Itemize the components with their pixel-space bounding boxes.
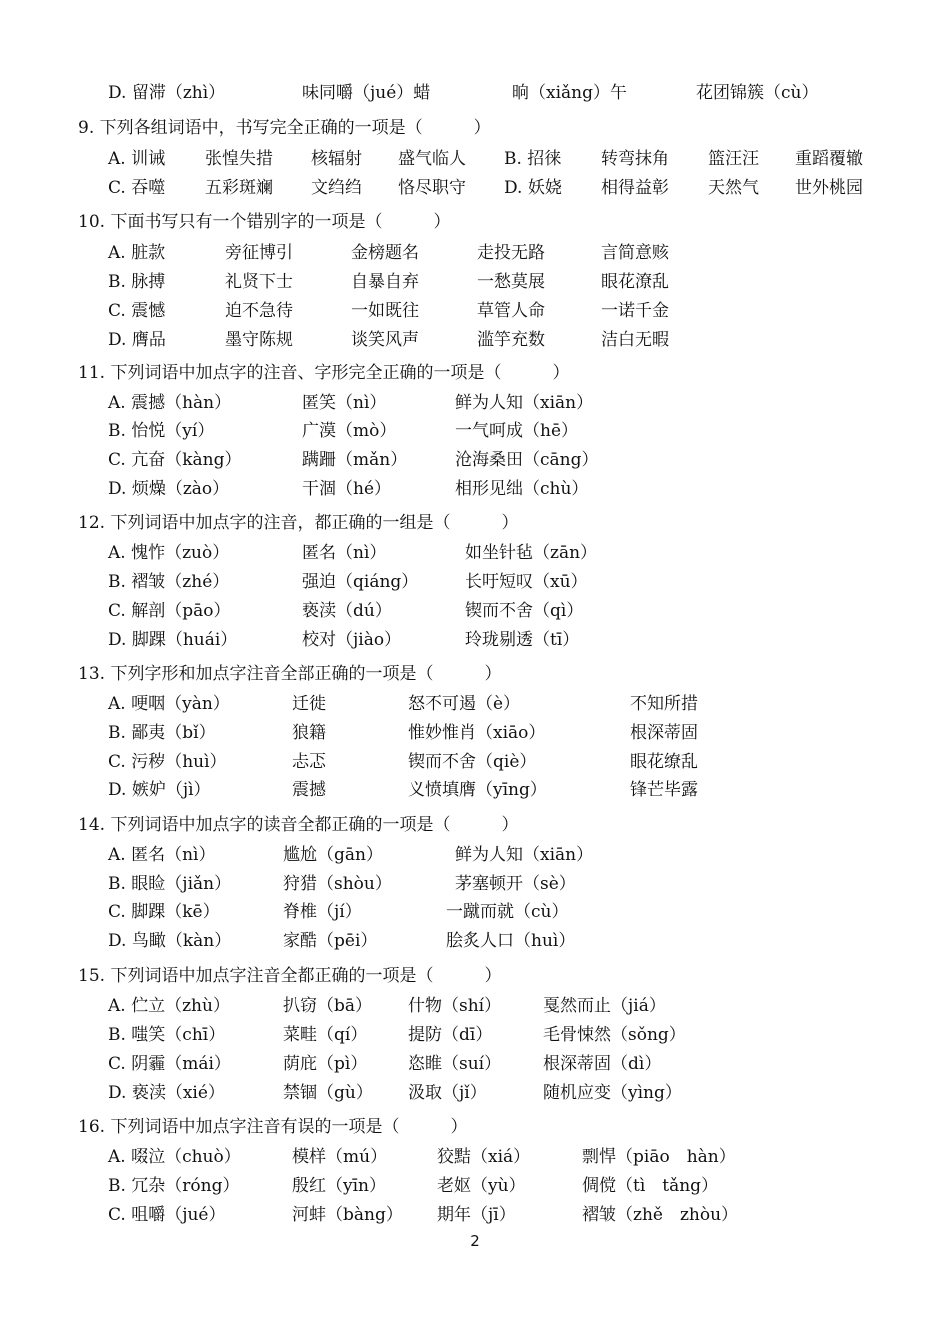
option-item: 菜畦（qí）	[283, 1025, 368, 1045]
option-item: C. 解剖（pāo）	[108, 601, 231, 621]
option-item: 狡黠（xiá）	[437, 1147, 531, 1167]
option-row	[0, 327, 950, 353]
option-item: 家酷（pēi）	[283, 931, 378, 951]
option-item: 花团锦簇（cù）	[696, 83, 819, 103]
option-item: D. 留滞（zhì）	[108, 83, 226, 103]
option-row	[0, 1144, 950, 1170]
option-item: B. 嗤笑（chī）	[108, 1025, 226, 1045]
option-item: C. 阴霾（mái）	[108, 1054, 231, 1074]
option-item: C. 吞噬	[108, 178, 166, 198]
option-item: 一气呵成（hē）	[455, 421, 579, 441]
option-item: 亵渎（dú）	[302, 601, 392, 621]
option-item: A. 愧怍（zuò）	[108, 543, 230, 563]
option-item: A. 匿名（nì）	[108, 845, 216, 865]
option-item: 随机应变（yìng）	[543, 1083, 682, 1103]
option-item: 眼花潦乱	[601, 272, 669, 292]
option-row	[0, 1051, 950, 1077]
option-item: 洁白无暇	[601, 330, 669, 350]
option-item: 盛气临人	[398, 149, 466, 169]
option-item: 谈笑风声	[351, 330, 419, 350]
option-item: 晌（xiǎng）午	[512, 83, 627, 103]
option-row	[0, 418, 950, 444]
option-item: 汲取（jǐ）	[408, 1083, 487, 1103]
option-item: 草管人命	[477, 301, 545, 321]
option-item: 味同嚼（jué）蜡	[302, 83, 431, 103]
question-stem: 11. 下列词语中加点字的注音、字形完全正确的一项是（ ）	[78, 363, 570, 383]
option-row	[0, 476, 950, 502]
option-item: 眼花缭乱	[630, 752, 698, 772]
option-item: B. 怡悦（yí）	[108, 421, 215, 441]
option-item: B. 脉搏	[108, 272, 166, 292]
option-item: D. 妖娆	[504, 178, 562, 198]
question-stem: 10. 下面书写只有一个错别字的一项是（ ）	[78, 212, 451, 232]
option-item: 茅塞顿开（sè）	[455, 874, 576, 894]
option-row	[0, 842, 950, 868]
option-row	[0, 1173, 950, 1199]
page-number: 2	[470, 1232, 480, 1250]
option-item: 滥竽充数	[477, 330, 545, 350]
option-item: 礼贤下士	[225, 272, 293, 292]
option-item: 扒窃（bā）	[283, 996, 373, 1016]
question-stem: 13. 下列字形和加点字注音全部正确的一项是（ ）	[78, 664, 502, 684]
option-row	[0, 1022, 950, 1048]
option-item: 根深蒂固（dì）	[543, 1054, 662, 1074]
option-item: 毛骨悚然（sǒng）	[543, 1025, 686, 1045]
option-item: A. 哽咽（yàn）	[108, 694, 230, 714]
option-row	[0, 871, 950, 897]
option-item: 戛然而止（jiá）	[543, 996, 666, 1016]
option-item: C. 震憾	[108, 301, 166, 321]
option-item: C. 污秽（huì）	[108, 752, 227, 772]
option-item: D. 亵渎（xié）	[108, 1083, 225, 1103]
option-item: A. 脏款	[108, 243, 166, 263]
option-item: C. 脚踝（kē）	[108, 902, 220, 922]
option-item: 核辐射	[311, 149, 362, 169]
option-item: D. 嫉妒（jì）	[108, 780, 211, 800]
option-item: 走投无路	[477, 243, 545, 263]
option-item: 校对（jiào）	[302, 630, 402, 650]
question-stem: 14. 下列词语中加点字的读音全都正确的一项是（ ）	[78, 815, 519, 835]
option-item: 提防（dī）	[408, 1025, 493, 1045]
option-item: 不知所措	[630, 694, 698, 714]
option-item: 根深蒂固	[630, 723, 698, 743]
option-item: B. 鄙夷（bǐ）	[108, 723, 216, 743]
option-row	[0, 569, 950, 595]
option-item: 墨守陈规	[225, 330, 293, 350]
option-row	[0, 1202, 950, 1228]
option-item: 天然气	[708, 178, 759, 198]
option-row	[0, 627, 950, 653]
option-item: D. 鸟瞰（kàn）	[108, 931, 232, 951]
option-item: 沧海桑田（cāng）	[455, 450, 599, 470]
option-item: 惟妙惟肖（xiāo）	[408, 723, 546, 743]
option-item: 期年（jī）	[437, 1205, 516, 1225]
option-row	[0, 390, 950, 416]
option-item: 禁锢（gù）	[283, 1083, 373, 1103]
option-item: 殷红（yīn）	[292, 1176, 386, 1196]
option-item: 褶皱（zhě zhòu）	[582, 1205, 739, 1225]
option-item: 张惶失措	[205, 149, 273, 169]
option-item: D. 烦燥（zào）	[108, 479, 230, 499]
option-item: 一蹴而就（cù）	[446, 902, 569, 922]
option-item: 震撼	[292, 780, 326, 800]
option-item: 义愤填膺（yīng）	[408, 780, 547, 800]
option-item: 锲而不舍（qiè）	[408, 752, 537, 772]
option-item: A. 伫立（zhù）	[108, 996, 230, 1016]
option-row	[0, 175, 950, 201]
option-row	[0, 928, 950, 954]
option-item: 锲而不舍（qì）	[465, 601, 584, 621]
option-row	[0, 598, 950, 624]
option-item: 自暴自弃	[351, 272, 419, 292]
option-item: 一如既往	[351, 301, 419, 321]
option-row	[0, 749, 950, 775]
option-item: 尴尬（gān）	[283, 845, 383, 865]
option-item: 转弯抹角	[601, 149, 669, 169]
option-item: 什物（shí）	[408, 996, 502, 1016]
option-item: 一愁莫展	[477, 272, 545, 292]
option-row	[0, 240, 950, 266]
option-row	[0, 298, 950, 324]
option-item: 干涸（hé）	[302, 479, 392, 499]
option-item: 一诺千金	[601, 301, 669, 321]
option-item: D. 膺品	[108, 330, 166, 350]
option-item: 剽悍（piāo hàn）	[582, 1147, 736, 1167]
option-row	[0, 1080, 950, 1106]
option-item: 广漠（mò）	[302, 421, 397, 441]
option-item: 迁徙	[292, 694, 326, 714]
option-item: 玲珑剔透（tī）	[465, 630, 580, 650]
option-item: 世外桃园	[795, 178, 863, 198]
option-item: 狩猎（shòu）	[283, 874, 392, 894]
option-item: 相得益彰	[601, 178, 669, 198]
option-item: 长吁短叹（xū）	[465, 572, 588, 592]
option-item: 倜傥（tì tǎng）	[582, 1176, 719, 1196]
option-row	[0, 269, 950, 295]
option-item: 锋芒毕露	[630, 780, 698, 800]
option-item: 脍炙人口（huì）	[446, 931, 576, 951]
option-item: 匿笑（nì）	[302, 393, 387, 413]
option-row	[0, 447, 950, 473]
option-item: 篮汪汪	[708, 149, 759, 169]
option-item: 言简意赅	[601, 243, 669, 263]
option-item: 怒不可遏（è）	[408, 694, 521, 714]
option-item: 强迫（qiáng）	[302, 572, 419, 592]
option-item: 鲜为人知（xiān）	[455, 393, 594, 413]
option-item: 金榜题名	[351, 243, 419, 263]
option-item: C. 亢奋（kàng）	[108, 450, 242, 470]
option-item: 五彩斑斓	[205, 178, 273, 198]
question-stem: 15. 下列词语中加点字注音全都正确的一项是（ ）	[78, 966, 502, 986]
option-item: 蹒跚（mǎn）	[302, 450, 408, 470]
option-item: 迫不急待	[225, 301, 293, 321]
option-row	[0, 777, 950, 803]
option-item: 恣睢（suí）	[408, 1054, 502, 1074]
option-item: 鲜为人知（xiān）	[455, 845, 594, 865]
question-stem: 9. 下列各组词语中，书写完全正确的一项是（ ）	[78, 118, 491, 138]
option-item: 荫庇（pì）	[283, 1054, 368, 1074]
option-item: 脊椎（jí）	[283, 902, 362, 922]
option-item: 忐忑	[292, 752, 326, 772]
question-stem: 16. 下列词语中加点字注音有误的一项是（ ）	[78, 1117, 468, 1137]
option-row	[0, 899, 950, 925]
question-stem: 12. 下列词语中加点字的注音，都正确的一组是（ ）	[78, 513, 519, 533]
option-item: B. 眼睑（jiǎn）	[108, 874, 232, 894]
option-item: 如坐针毡（zān）	[465, 543, 598, 563]
option-item: 匿名（nì）	[302, 543, 387, 563]
option-row	[0, 993, 950, 1019]
option-row	[0, 691, 950, 717]
option-item: B. 褶皱（zhé）	[108, 572, 230, 592]
option-row	[0, 720, 950, 746]
option-item: 恪尽职守	[398, 178, 466, 198]
option-item: B. 冗杂（róng）	[108, 1176, 240, 1196]
option-item: 文绉绉	[311, 178, 362, 198]
option-row	[0, 146, 950, 172]
option-item: 旁征博引	[225, 243, 293, 263]
option-item: C. 咀嚼（jué）	[108, 1205, 226, 1225]
option-item: 重蹈覆辙	[795, 149, 863, 169]
option-row	[0, 80, 950, 106]
option-item: A. 震撼（hàn）	[108, 393, 232, 413]
option-row	[0, 540, 950, 566]
option-item: 相形见绌（chù）	[455, 479, 589, 499]
option-item: 老妪（yù）	[437, 1176, 526, 1196]
option-item: A. 训诫	[108, 149, 166, 169]
option-item: 模样（mú）	[292, 1147, 388, 1167]
option-item: 狼籍	[292, 723, 326, 743]
option-item: B. 招徕	[504, 149, 562, 169]
option-item: 河蚌（bàng）	[292, 1205, 403, 1225]
option-item: A. 啜泣（chuò）	[108, 1147, 241, 1167]
option-item: D. 脚踝（huái）	[108, 630, 238, 650]
